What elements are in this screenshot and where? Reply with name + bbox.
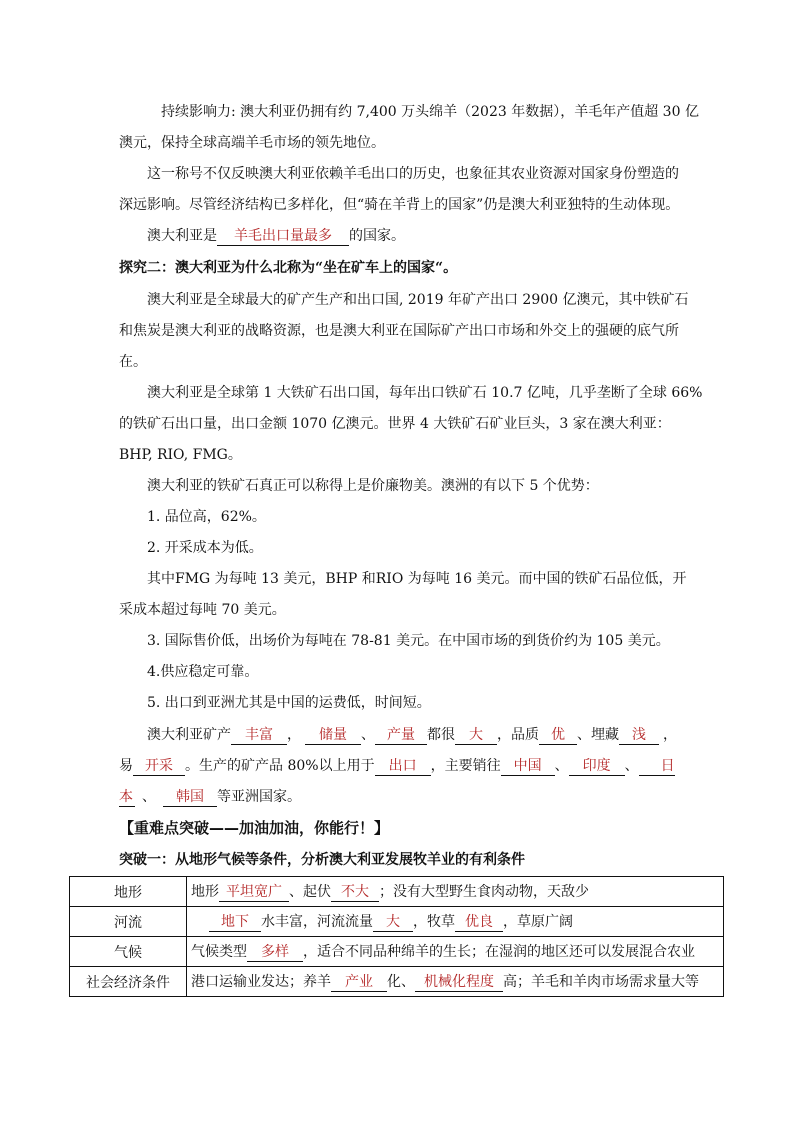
sentence-text: 都很 — [427, 727, 455, 743]
sentence-text: ，主要销往 — [430, 758, 501, 774]
paragraph-line: 和焦炭是澳大利亚的战略资源，也是澳大利亚在国际矿产出口市场和外交上的强硬的底气所 — [119, 323, 679, 339]
conditions-table — [69, 876, 724, 997]
sentence-text: 、 — [624, 758, 639, 774]
answer-blank: 本 — [119, 789, 133, 805]
cell-text: ，适合不同品种绵羊的生长；在湿润的地区还可以发展混合农业 — [303, 944, 695, 960]
sentence-text: 、埋藏 — [577, 727, 619, 743]
cell-text: 港口运输业发达；养羊 — [191, 974, 331, 990]
cell-text: 地形 — [191, 884, 219, 900]
section-title: 【重难点突破——加油加油，你能行！】 — [119, 819, 390, 837]
sentence-text: ，品质 — [497, 727, 539, 743]
paragraph-line: 持续影响力: 澳大利亚仍拥有约 7,400 万头绵羊（2023 年数据），羊毛年产值超 30 亿 — [161, 104, 699, 120]
paragraph-line: 在。 — [119, 354, 147, 370]
paragraph-line: 澳大利亚的铁矿石真正可以称得上是价廉物美。澳洲的有以下 5 个优势： — [147, 478, 599, 494]
paragraph-line: 这一称号不仅反映澳大利亚依赖羊毛出口的历史，也象征其农业资源对国家身份塑造的 — [147, 166, 679, 182]
row-content — [187, 907, 724, 937]
table-row — [70, 937, 724, 967]
paragraph-line: BHP, RIO, FMG。 — [119, 447, 242, 463]
section-heading: 探究二：澳大利亚为什么北称为“坐在矿车上的国家“。 — [119, 260, 458, 276]
cell-text: 高；羊毛和羊肉市场需求量大等 — [503, 974, 699, 990]
paragraph-line: 采成本超过每吨 70 美元。 — [119, 602, 286, 618]
cell-text: ，草原广阔 — [503, 914, 573, 930]
cell-text: ；没有大型野生食肉动物，天敌少 — [379, 884, 589, 900]
answer-blank: 中国 — [501, 757, 555, 776]
sentence-text: ， — [663, 727, 677, 743]
cell-text: 、起伏 — [289, 884, 331, 900]
answer-blank: 浅 — [619, 726, 659, 745]
paragraph-line: 深远影响。尽管经济结构已多样化，但“骑在羊背上的国家”仍是澳大利亚独特的生动体现。 — [119, 197, 680, 213]
answer-blank: 优良 — [455, 913, 503, 932]
paragraph-line: 其中FMG 为每吨 13 美元，BHP 和RIO 为每吨 16 美元。而中国的铁矿石品位低，开 — [147, 571, 687, 587]
sentence-text: 。生产的矿产品 80%以上用于 — [185, 758, 375, 774]
answer-blank: 日 — [639, 757, 675, 776]
paragraph-line: 的铁矿石出口量，出口金额 1070 亿澳元。世界 4 大铁矿石矿业巨头，3 家在澳大利亚： — [119, 416, 671, 432]
breakthrough-heading: 突破一：从地形气候等条件，分析澳大利亚发展牧羊业的有利条件 — [119, 852, 525, 868]
fill-sentence-minerals — [119, 787, 301, 807]
answer-blank: 不大 — [331, 883, 379, 902]
answer-blank: 出口 — [375, 757, 431, 776]
answer-blank: 韩国 — [163, 788, 217, 807]
row-label: 地形 — [70, 877, 187, 907]
answer-blank: 多样 — [247, 943, 303, 962]
list-item: 2. 开采成本为低。 — [147, 540, 263, 556]
row-content — [187, 937, 724, 967]
paragraph-line: 澳元，保持全球高端羊毛市场的领先地位。 — [119, 135, 385, 151]
sentence-text: ， — [287, 727, 301, 743]
answer-blank: 开采 — [133, 757, 185, 776]
sentence-text: 澳大利亚矿产 — [147, 727, 231, 743]
answer-blank: 产量 — [375, 726, 427, 745]
answer-blank: 丰富 — [231, 726, 287, 745]
list-item: 1. 品位高，62%。 — [147, 509, 266, 525]
sentence-text: 、 — [142, 789, 156, 805]
sentence-text: 、 — [554, 758, 569, 774]
sentence-text: 易 — [119, 758, 133, 774]
answer-blank: 大 — [455, 726, 497, 745]
table-row — [70, 907, 724, 937]
list-item: 5. 出口到亚洲尤其是中国的运费低，时间短。 — [147, 695, 431, 711]
fill-sentence-minerals — [119, 756, 675, 776]
paragraph-line: 澳大利亚是全球第 1 大铁矿石出口国，每年出口铁矿石 10.7 亿吨，几乎垄断了全球 66% — [147, 385, 703, 401]
answer-blank: 羊毛出口量最多 — [217, 227, 349, 246]
cell-text: ，牧草 — [413, 914, 455, 930]
row-content — [187, 877, 724, 907]
cell-text: 气候类型 — [191, 944, 247, 960]
fill-sentence-wool — [147, 226, 405, 246]
answer-blank: 优 — [539, 726, 577, 745]
answer-blank: 储量 — [305, 726, 361, 745]
answer-blank: 产业 — [331, 973, 387, 992]
sentence-text: 等亚洲国家。 — [217, 789, 301, 805]
sentence-text: 的国家。 — [349, 228, 405, 244]
fill-sentence-minerals — [147, 725, 677, 745]
cell-text: 化、 — [387, 974, 415, 990]
table-row — [70, 877, 724, 907]
list-item: 4.供应稳定可靠。 — [147, 664, 259, 680]
row-label: 河流 — [70, 907, 187, 937]
sentence-text: 澳大利亚是 — [147, 228, 217, 244]
row-label: 社会经济条件 — [70, 967, 187, 997]
list-item: 3. 国际售价低，出场价为每吨在 78-81 美元。在中国市场的到货价约为 105 美元。 — [147, 633, 670, 649]
answer-blank: 印度 — [569, 757, 625, 776]
answer-blank: 大 — [373, 913, 413, 932]
table-row — [70, 967, 724, 997]
answer-blank: 机械化程度 — [415, 973, 503, 992]
cell-text: 水丰富，河流流量 — [261, 914, 373, 930]
answer-blank: 地下 — [209, 913, 261, 932]
answer-blank: 平坦宽广 — [219, 883, 289, 902]
paragraph-line: 澳大利亚是全球最大的矿产生产和出口国, 2019 年矿产出口 2900 亿澳元，其中铁矿石 — [147, 292, 689, 308]
sentence-text: 、 — [361, 727, 375, 743]
row-label: 气候 — [70, 937, 187, 967]
row-content — [187, 967, 724, 997]
